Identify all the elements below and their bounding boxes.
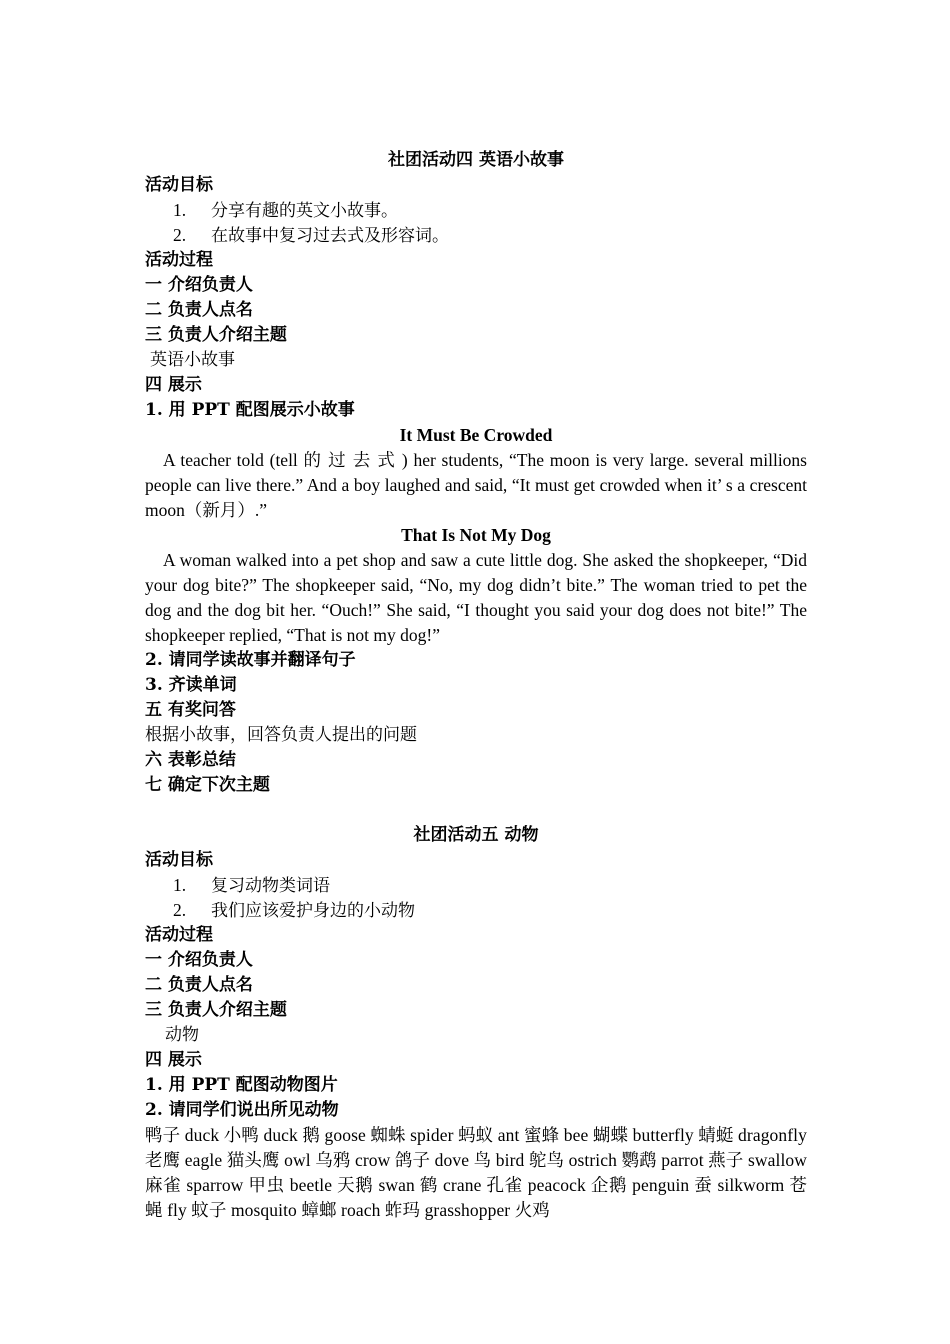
- section4-show1: 1. 用 PPT 配图展示小故事: [145, 400, 355, 420]
- goal-text: 在故事中复习过去式及形容词。: [211, 226, 449, 246]
- section4-goals-heading: 活动目标: [145, 175, 213, 195]
- story1-title: It Must Be Crowded: [399, 425, 553, 445]
- section4-title: 社团活动四 英语小故事: [388, 150, 564, 170]
- section5-show1: 1. 用 PPT 配图动物图片: [145, 1075, 338, 1095]
- section4-show3: 3. 齐读单词: [145, 675, 237, 695]
- section-spacer: [145, 798, 807, 823]
- list-number: 2.: [173, 900, 187, 920]
- section4-topic: 英语小故事: [150, 350, 235, 370]
- list-number: 1.: [173, 875, 187, 895]
- section5-goals-heading: 活动目标: [145, 850, 213, 870]
- section5-topic: 动物: [165, 1025, 199, 1045]
- goal-text: 复习动物类词语: [211, 876, 330, 896]
- story2-text: A woman walked into a pet shop and saw a cute little dog. She asked the shopkeeper, “Did your dog bite?” The shopkeeper said, “No, my dog didn’t bite.” The woman tried to pet the dog and the dog bit her. “Ouch!” She said, “I thought you said your dog does not bite!” The shopkeeper replied, “That is not my dog!”: [145, 550, 807, 645]
- section4-goal-item: [145, 198, 807, 223]
- section4-goal-item: [145, 223, 807, 248]
- section4-show2: 2. 请同学读故事并翻译句子: [145, 650, 356, 670]
- section5-step1: 一 介绍负责人: [145, 950, 253, 970]
- section5-step3: 三 负责人介绍主题: [145, 1000, 287, 1020]
- list-number: 2.: [173, 225, 187, 245]
- section4-step5: 五 有奖问答: [145, 700, 236, 720]
- list-number: 1.: [173, 200, 187, 220]
- animal-vocabulary: 鸭子 duck 小鸭 duck 鹅 goose 蜘蛛 spider 蚂蚁 ant 蜜蜂 bee 蝴蝶 butterfly 蜻蜓 dragonfly 老鹰 eagle 猫头鹰 owl 乌鸦 crow 鸽子 dove 鸟 bird 鸵鸟 ostrich 鹦鹉 parrot 燕子 swallow 麻雀 sparrow 甲虫 beetle 天鹅 swan 鹤 crane 孔雀 peacock 企鹅 penguin 蚕 silkworm 苍蝇 fly 蚊子 mosquito 蟑螂 roach 蚱玛 grasshopper 火鸡: [145, 1125, 807, 1220]
- section4-step6: 六 表彰总结: [145, 750, 236, 770]
- section4-step4: 四 展示: [145, 375, 202, 395]
- section4-step1: 一 介绍负责人: [145, 275, 253, 295]
- section5-goal-item: [145, 873, 807, 898]
- goal-text: 分享有趣的英文小故事。: [211, 201, 398, 221]
- section5-process-heading: 活动过程: [145, 925, 213, 945]
- section5-step4: 四 展示: [145, 1050, 202, 1070]
- goal-text: 我们应该爱护身边的小动物: [211, 901, 415, 921]
- section5-title: 社团活动五 动物: [413, 825, 539, 845]
- section5-goal-item: [145, 898, 807, 923]
- section5-step2: 二 负责人点名: [145, 975, 253, 995]
- section5-show2: 2. 请同学们说出所见动物: [145, 1100, 339, 1120]
- section4-step5-text: 根据小故事，回答负责人提出的问题: [145, 725, 417, 745]
- section4-step7: 七 确定下次主题: [145, 775, 270, 795]
- section4-process-heading: 活动过程: [145, 250, 213, 270]
- document-body: [145, 148, 807, 1223]
- story2-title: That Is Not My Dog: [401, 525, 551, 545]
- story1-text: A teacher told (tell 的 过 去 式 ) her students, “The moon is very large. several millions people can live there.” And a boy laughed and said, “It must get crowded when it’ s a crescent moon（新月）.”: [145, 450, 807, 520]
- section4-step2: 二 负责人点名: [145, 300, 253, 320]
- section4-step3: 三 负责人介绍主题: [145, 325, 287, 345]
